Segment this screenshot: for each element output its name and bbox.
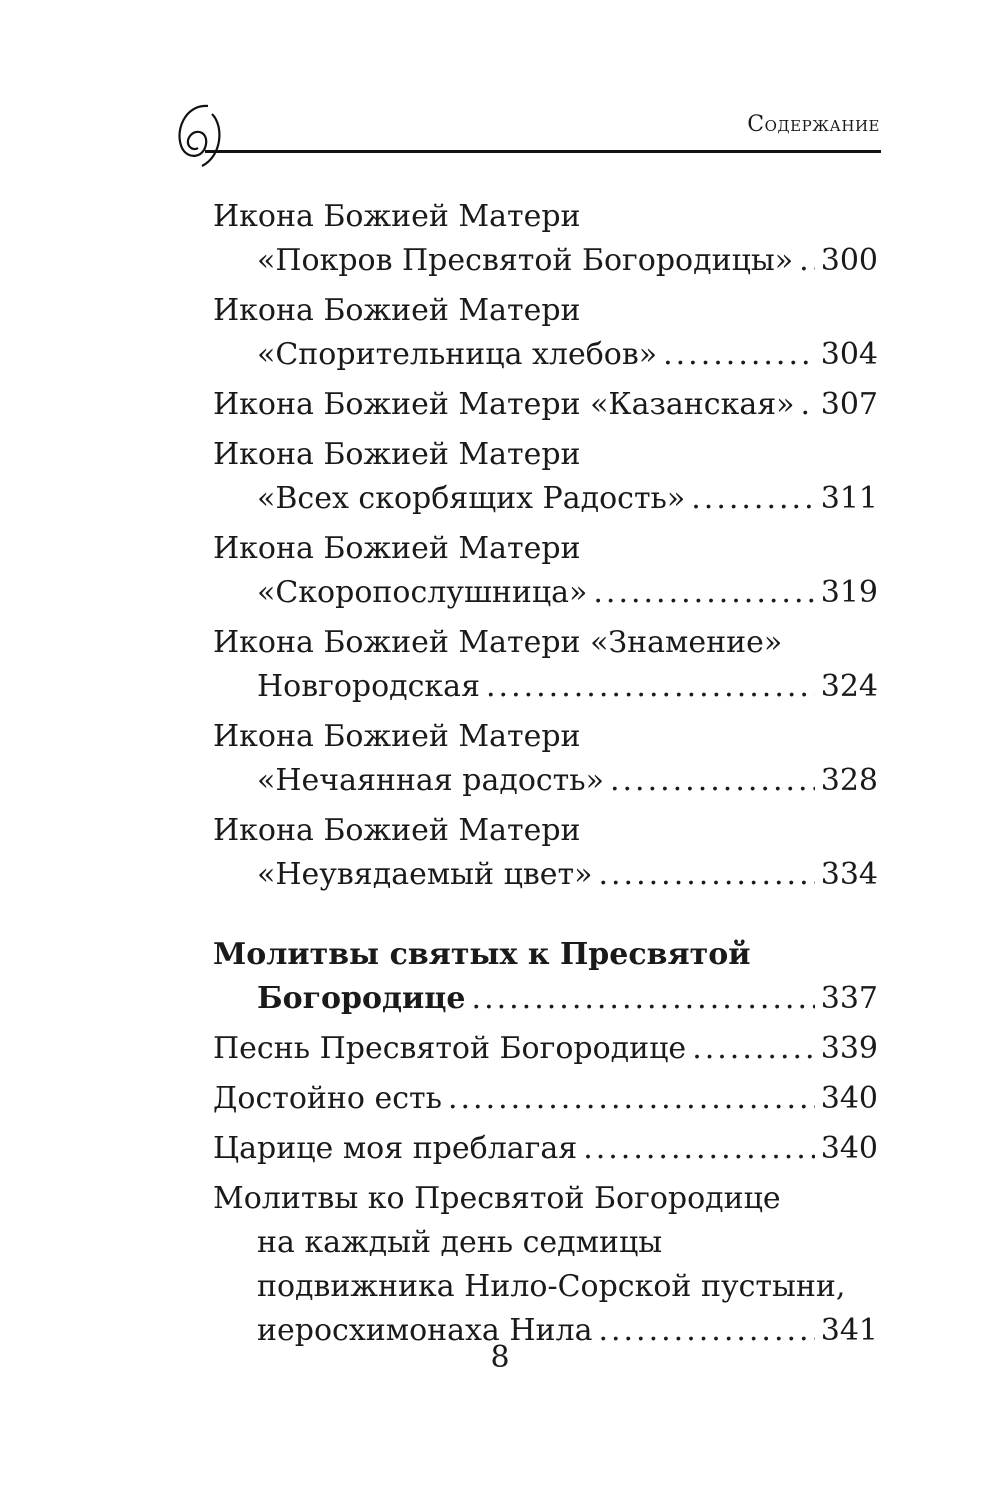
toc-section-entry[interactable] xyxy=(213,933,878,1021)
toc-section-title: Богородице xyxy=(257,981,466,1016)
toc-entry[interactable] xyxy=(213,809,878,897)
toc-entry-title: Достойно есть xyxy=(213,1081,442,1116)
toc-entry[interactable] xyxy=(213,715,878,803)
toc-entry-title: «Нечаянная радость» xyxy=(257,763,604,798)
running-head-title: Содержание xyxy=(747,112,880,137)
toc-entry-title: Новгородская xyxy=(257,669,480,704)
dot-leader xyxy=(799,239,815,283)
dot-leader xyxy=(593,571,814,615)
toc-entry-title: Молитвы ко Пресвятой Богородице xyxy=(213,1181,781,1216)
toc-page-number: 341 xyxy=(820,1313,878,1348)
toc-page-number: 340 xyxy=(820,1131,878,1166)
dot-leader xyxy=(583,1127,815,1171)
toc-entry-title: Икона Божией Матери xyxy=(213,199,581,234)
toc-page-number: 339 xyxy=(820,1031,878,1066)
toc-entry-title: Икона Божией Матери xyxy=(213,531,581,566)
dot-leader xyxy=(800,383,814,427)
toc-section-title: Молитвы святых к Пресвятой xyxy=(213,937,751,972)
toc-page-number: 319 xyxy=(820,575,878,610)
toc-entry-title: Икона Божией Матери xyxy=(213,813,581,848)
toc-page-number: 311 xyxy=(820,481,878,516)
toc-entry-title: Икона Божией Матери «Казанская» xyxy=(213,387,795,422)
toc-entry[interactable] xyxy=(213,1027,878,1071)
dot-leader xyxy=(663,333,815,377)
toc-entry[interactable] xyxy=(213,1177,878,1353)
dot-leader xyxy=(448,1077,815,1121)
toc-entry-title: «Неувядаемый цвет» xyxy=(257,857,593,892)
toc-entry-title: Икона Божией Матери xyxy=(213,437,581,472)
toc-entry-title: Икона Божией Матери «Знамение» xyxy=(213,625,783,660)
toc-page-number: 328 xyxy=(820,763,878,798)
header-rule xyxy=(205,150,881,153)
toc-entry[interactable] xyxy=(213,383,878,427)
toc-entry-title: Икона Божией Матери xyxy=(213,719,581,754)
ornament-icon xyxy=(168,100,228,172)
toc-entry-title: «Скоропослушница» xyxy=(257,575,588,610)
dot-leader xyxy=(692,1027,815,1071)
toc-entry[interactable] xyxy=(213,1077,878,1121)
toc-entry-title: «Покров Пресвятой Богородицы» xyxy=(257,243,794,278)
toc-entry-title: Песнь Пресвятой Богородице xyxy=(213,1031,687,1066)
toc-entry-title: «Спорительница хлебов» xyxy=(257,337,658,372)
toc-page-number: 307 xyxy=(820,387,878,422)
toc-entry[interactable] xyxy=(213,1127,878,1171)
toc-entry-title: «Всех скорбящих Радость» xyxy=(257,481,686,516)
toc-entry[interactable] xyxy=(213,289,878,377)
toc-page-number: 340 xyxy=(820,1081,878,1116)
dot-leader xyxy=(610,759,815,803)
toc-page-number: 337 xyxy=(820,981,878,1016)
table-of-contents xyxy=(213,195,878,1359)
toc-entry-title: подвижника Нило-Сорской пустыни, xyxy=(257,1269,846,1304)
dot-leader xyxy=(691,477,814,521)
toc-entry[interactable] xyxy=(213,621,878,709)
toc-entry-title: Икона Божией Матери xyxy=(213,293,581,328)
page-number: 8 xyxy=(490,1340,510,1375)
toc-page-number: 324 xyxy=(820,669,878,704)
toc-entry[interactable] xyxy=(213,527,878,615)
toc-entry-title: иеросхимонаха Нила xyxy=(257,1313,593,1348)
dot-leader xyxy=(486,665,815,709)
toc-page-number: 300 xyxy=(820,243,878,278)
toc-entry-title: на каждый день седмицы xyxy=(257,1225,663,1260)
toc-entry[interactable] xyxy=(213,433,878,521)
toc-page-number: 304 xyxy=(820,337,878,372)
toc-entry[interactable] xyxy=(213,195,878,283)
toc-page-number: 334 xyxy=(820,857,878,892)
dot-leader xyxy=(472,977,815,1021)
toc-entry-title: Царице моя преблагая xyxy=(213,1131,578,1166)
dot-leader xyxy=(598,853,814,897)
